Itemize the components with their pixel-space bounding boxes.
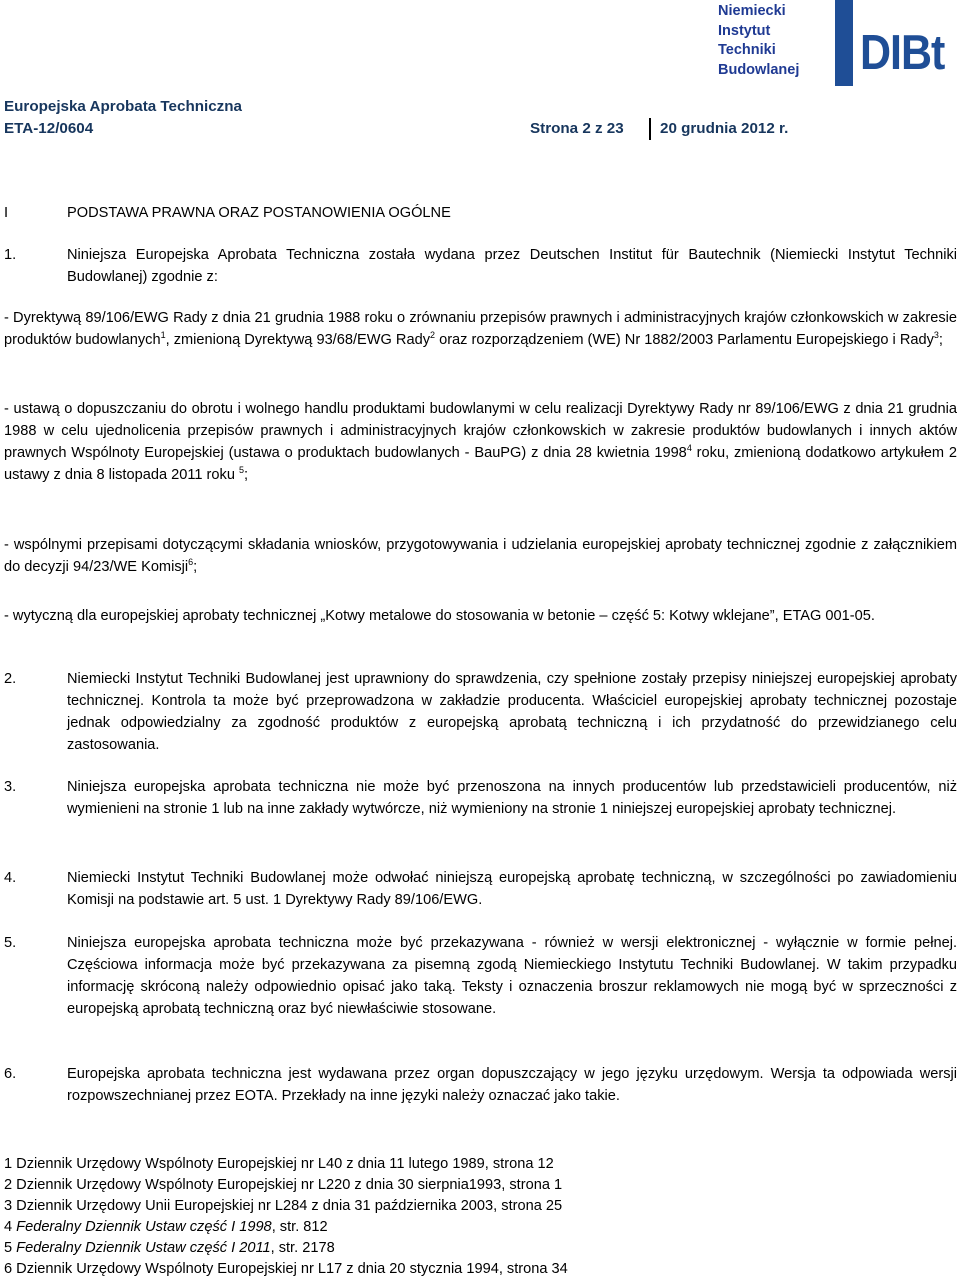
logo-line: Budowlanej [718,61,800,78]
paragraph-2: Niemiecki Instytut Techniki Budowlanej jest uprawniony do sprawdzenia, czy spełnione zostały przepisy niniejszej europejskiej aprobaty technicznej. Kontrola ta może być przeprowadzona w zakładzie producenta. Właściciel europejskiej aprobaty technicznej pozostaje jednak odpowiedzialny za zgodność produktów z europejską aprobatą techniczną i ich przydatność do przewidzianego celu zastosowania. [67,671,957,753]
paragraph-5: Niniejsza europejska aprobata techniczna może być przekazywana - również w wersji elektronicznej - wyłącznie w formie pełnej. Częściowa informacja może być przekazywana za pisemną zgodą Niemieckiego Instytutu Techniki Budowlanej. W takim przypadku informację skróconą należy odpowiednio opisać jako taką. Teksty i oznaczenia broszur reklamowych nie mogą być w sprzeczności z europejską aprobatą techniczną oraz być niewłaściwie stosowane. [67,935,957,1017]
logo-wordmark [718,2,836,80]
page-number: Strona 2 z 23 [530,120,624,137]
header-divider [649,118,651,140]
section-title: PODSTAWA PRAWNA ORAZ POSTANOWIENIA OGÓLNE [67,205,451,221]
footnote: 3 Dziennik Urzędowy Unii Europejskiej nr L284 z dnia 31 października 2003, strona 25 [4,1198,563,1214]
paragraph-number: 1. [4,247,17,263]
footnote-ref: 6 [188,557,194,568]
paragraph-4: Niemiecki Instytut Techniki Budowlanej może odwołać niniejszą europejską aprobatę techniczną, w szczególności po zawiadomieniu Komisji na podstawie art. 5 ust. 1 Dyrektywy Rady 89/106/EWG. [67,870,957,908]
bullet-etag: - wytyczną dla europejskiej aprobaty technicznej „Kotwy metalowe do stosowania w betonie – część 5: Kotwy wklejane”, ETAG 001-05. [4,608,875,624]
bullet-common-rules: - wspólnymi przepisami dotyczącymi składania wniosków, przygotowywania i udzielania europejskiej aprobaty technicznej zgodnie z załącznikiem do decyzji 94/23/WE Komisji$^6$; [4,537,957,575]
footnote: 5 Federalny Dziennik Ustaw część I 2011, str. 2178 [4,1240,335,1256]
paragraph-number: 3. [4,779,17,795]
footnote-ref: 5 [239,465,245,476]
footnote-ref: 4 [686,443,692,454]
paragraph-3: Niniejsza europejska aprobata techniczna nie może być przenoszona na innych producentów lub przedstawicieli producentów, niż wymienieni na stronie 1 lub na inne zakłady wytwórcze, niż wymieniony na stronie 1 niniejszej europejskiej aprobaty technicznej. [67,779,957,817]
footnote: 2 Dziennik Urzędowy Wspólnoty Europejskiej nr L220 z dnia 30 sierpnia1993, strona 1 [4,1177,563,1193]
logo-line: Techniki [718,42,776,58]
paragraph-number: 6. [4,1066,17,1082]
footnote: 6 Dziennik Urzędowy Wspólnoty Europejskiej nr L17 z dnia 20 stycznia 1994, strona 34 [4,1261,568,1277]
footnote: 4 Federalny Dziennik Ustaw część I 1998, str. 812 [4,1219,328,1235]
footnote-ref: 1 [160,330,166,341]
logo-bar [835,0,853,86]
paragraph-number: 5. [4,935,17,951]
dibt-logo [718,0,960,86]
bullet-bauPG: - ustawą o dopuszczaniu do obrotu i wolnego handlu produktami budowlanymi w celu realizacji Dyrektywy Rady nr 89/106/EWG z dnia 21 grudnia 1988 w celu ujednolicenia przepisów prawnych i administracyjnych krajów członkowskich w zakresie produktów budowlanych i innych aktów prawnych Wspólnoty Europejskiej (ustawa o produktach budowlanych - BauPG) z dnia 28 kwietnia 1998$^4$ roku, zmienioną dodatkowo artykułem 2 ustawy z dnia 8 listopada 2011 roku $^5$; [4,401,957,483]
footnote-ref: 2 [430,330,436,341]
section-number: I [4,205,9,221]
bullet-directive: - Dyrektywą 89/106/EWG Rady z dnia 21 grudnia 1988 roku o zrównaniu przepisów prawnych i administracyjnych krajów członkowskich w zakresie produktów budowlanych$^1$, zmienioną Dyrektywą 93/68/EWG Rady$^2$ oraz rozporządzeniem (WE) Nr 1882/2003 Parlamentu Europejskiego i Rady$^3$; [4,310,957,348]
eta-number: ETA-12/0604 [4,120,94,137]
document-title: Europejska Aprobata Techniczna [4,98,242,115]
paragraph-6: Europejska aprobata techniczna jest wydawana przez organ dopuszczający w jego języku urzędowym. Wersja ta odpowiada wersji rozpowszechnianej przez EOTA. Przekłady na inne języki należy oznaczać jako takie. [67,1066,957,1104]
logo-line: Instytut [718,22,771,39]
paragraph-number: 4. [4,870,17,886]
footnote-ref: 3 [933,330,939,341]
footnote: 1 Dziennik Urzędowy Wspólnoty Europejskiej nr L40 z dnia 11 lutego 1989, strona 12 [4,1156,554,1172]
paragraph-number: 2. [4,671,17,687]
paragraph-1: Niniejsza Europejska Aprobata Techniczna została wydana przez Deutschen Institut für Bautechnik (Niemiecki Instytut Techniki Budowlanej) zgodnie z: [67,247,957,285]
logo-mark: DIBt [860,25,945,81]
logo-line: Niemiecki [718,3,786,19]
document-date: 20 grudnia 2012 r. [660,120,789,137]
